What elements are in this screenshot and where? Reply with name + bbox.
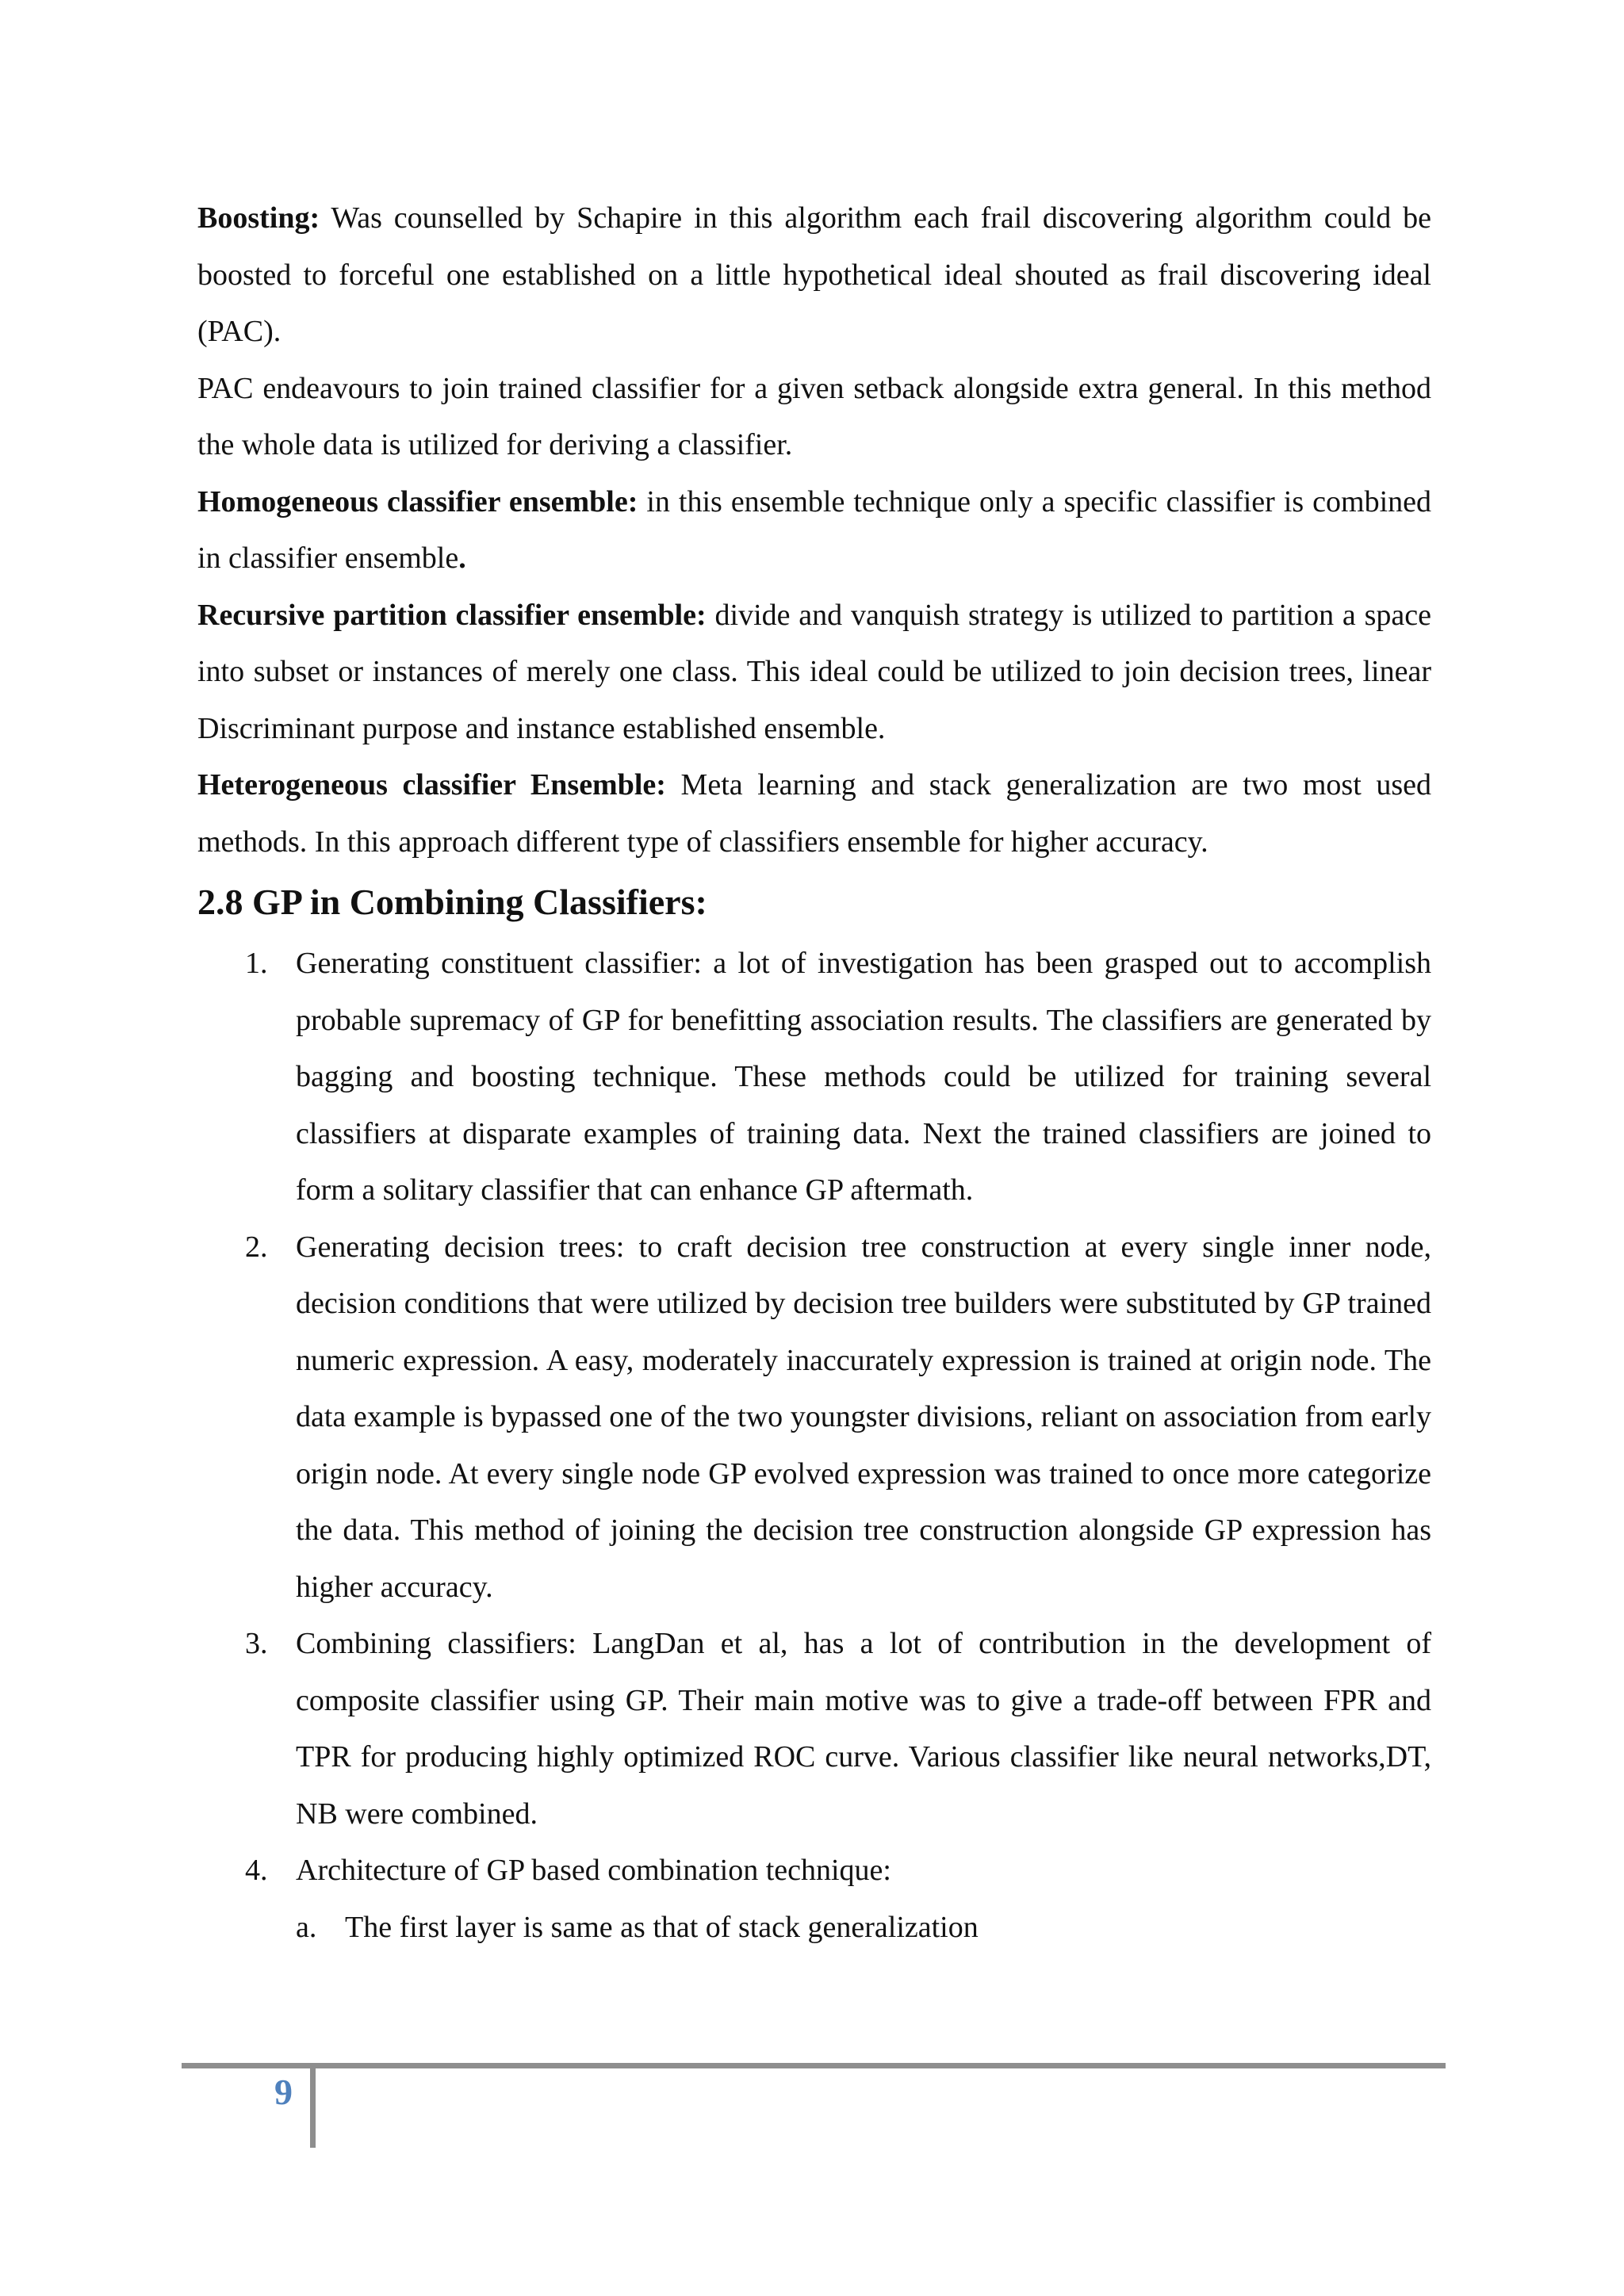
section-heading: 2.8 GP in Combining Classifiers:	[197, 882, 707, 922]
paragraph-homogeneous	[197, 474, 1431, 587]
page-content	[197, 190, 1431, 1956]
paragraph-heterogeneous	[197, 757, 1431, 871]
end-homogeneous: .	[458, 541, 466, 575]
sub-list-item-letter: a.	[296, 1910, 317, 1944]
list-item-number: 2.	[245, 1230, 268, 1264]
sub-list-item	[197, 1900, 1431, 1957]
list-item-text: Generating decision trees: to craft decision tree construction at every single inner node, decision conditions that were utilized by decision tree builders were substituted by GP trained numeric expression. A easy, moderately inaccurately expression is trained at origin node. The data example is bypassed one of the two youngster divisions, reliant on association from early origin node. At every single node GP evolved expression was trained to once more categorize the data. This method of joining the decision tree construction alongside GP expression has higher accuracy.	[296, 1230, 1431, 1604]
text-heterogeneous: Meta learning and stack generalization are two most used methods. In this approach different type of classifiers ensemble for higher accuracy.	[197, 768, 1432, 859]
list-item	[197, 1616, 1431, 1843]
footer-vertical-rule	[310, 2068, 316, 2148]
sub-list-item-text: The first layer is same as that of stack generalization	[345, 1910, 979, 1944]
term-recursive: Recursive partition classifier ensemble:	[197, 598, 707, 632]
list-item-text: Architecture of GP based combination technique:	[296, 1854, 891, 1887]
paragraph-recursive	[197, 587, 1431, 758]
term-boosting: Boosting:	[197, 201, 320, 235]
text-recursive: divide and vanquish strategy is utilized to partition a space into subset or instances of merely one class. This ideal could be utilized to join decision trees, linear Discriminant purpose and instance established ensemble.	[197, 598, 1431, 745]
text-homogeneous: in this ensemble technique only a specific classifier is combined in classifier ensemble	[197, 484, 1431, 575]
numbered-list	[197, 936, 1431, 1900]
page-number: 9	[274, 2072, 293, 2112]
list-item-text: Generating constituent classifier: a lot of investigation has been grasped out to accomplish probable supremacy of GP for benefitting association results. The classifiers are generated by bagging and boosting technique. These methods could be utilized for training several classifiers at disparate examples of training data. Next the trained classifiers are joined to form a solitary classifier that can enhance GP aftermath.	[296, 947, 1431, 1207]
list-item-text: Combining classifiers: LangDan et al, has a lot of contribution in the development of composite classifier using GP. Their main motive was to give a trade-off between FPR and TPR for producing highly optimized ROC curve. Various classifier like neural networks,DT, NB were combined.	[296, 1627, 1431, 1831]
term-heterogeneous: Heterogeneous classifier Ensemble:	[197, 768, 666, 802]
text-boosting: Was counselled by Schapire in this algorithm each frail discovering algorithm could be boosted to forceful one established on a little hypothetical ideal shouted as frail discovering ideal (PAC).	[197, 201, 1431, 348]
list-item	[197, 1843, 1431, 1900]
list-item-number: 4.	[245, 1854, 268, 1887]
term-homogeneous: Homogeneous classifier ensemble:	[197, 484, 638, 519]
list-item-number: 1.	[245, 947, 268, 980]
list-item	[197, 1219, 1431, 1617]
paragraph-boosting	[197, 190, 1431, 361]
list-item-number: 3.	[245, 1627, 268, 1660]
footer-horizontal-rule	[182, 2063, 1446, 2068]
paragraph-pac: PAC endeavours to join trained classifier for a given setback alongside extra general. In this method the whole data is utilized for deriving a classifier.	[197, 371, 1431, 461]
list-item	[197, 936, 1431, 1219]
